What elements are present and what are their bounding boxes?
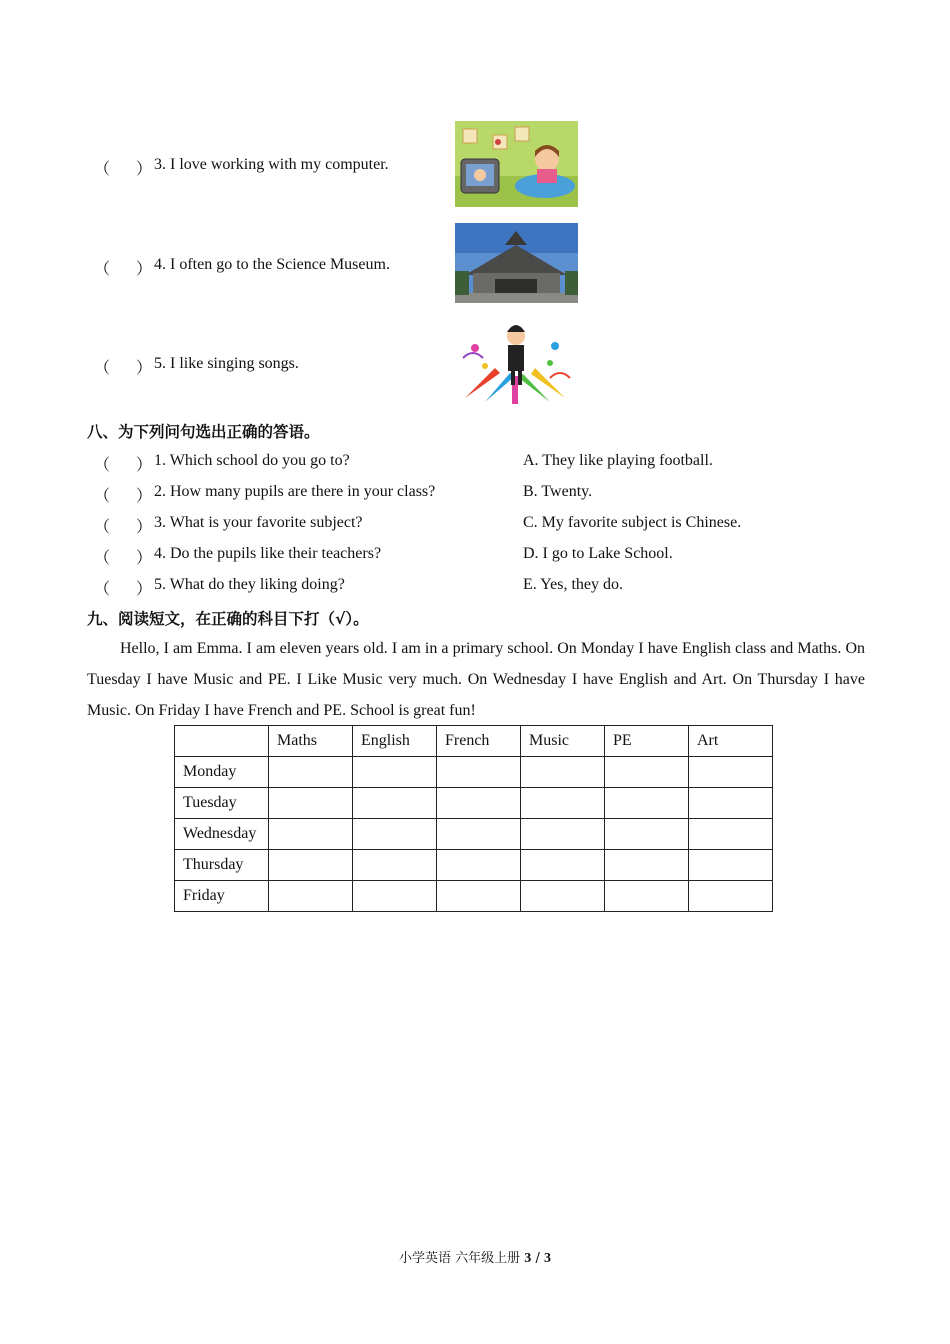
table-header-cell: Maths [269, 726, 353, 757]
table-header-cell [175, 726, 269, 757]
table-row [175, 757, 773, 788]
day-label: Thursday [175, 850, 269, 881]
answer-paren-close: ） [136, 161, 153, 178]
answer-paren-open: （ [94, 360, 111, 377]
check-cell[interactable] [521, 819, 605, 850]
check-cell[interactable] [605, 881, 689, 912]
check-cell[interactable] [521, 788, 605, 819]
answer-paren-close: ） [136, 261, 153, 278]
check-cell[interactable] [269, 788, 353, 819]
reading-passage [87, 633, 865, 726]
answer-option: B. Twenty. [523, 483, 593, 500]
answer-paren-open: （ [94, 581, 111, 598]
table-row [175, 881, 773, 912]
page-footer [0, 1247, 950, 1267]
table-header-cell: PE [605, 726, 689, 757]
check-cell[interactable] [689, 881, 773, 912]
child-computer-image [455, 121, 578, 207]
day-label: Tuesday [175, 788, 269, 819]
check-cell[interactable] [269, 819, 353, 850]
answer-paren-close: ） [136, 581, 153, 598]
answer-paren-open: （ [94, 261, 111, 278]
check-cell[interactable] [269, 850, 353, 881]
check-cell[interactable] [353, 757, 437, 788]
answer-paren-close: ） [136, 457, 153, 474]
check-cell[interactable] [605, 850, 689, 881]
passage-text: Hello, I am Emma. I am eleven years old. I am in a primary school. On Monday I have English class and Maths. On Tuesday I have Music and PE. I Like Music very much. On Wednesday I have English and Art. On Thursday I have Music. On Friday I have French and PE. School is great fun! [87, 640, 865, 719]
check-cell[interactable] [353, 788, 437, 819]
table-header-cell: English [353, 726, 437, 757]
answer-paren-close: ） [136, 488, 153, 505]
check-cell[interactable] [353, 819, 437, 850]
day-label: Monday [175, 757, 269, 788]
question-text: 4. Do the pupils like their teachers? [154, 545, 382, 562]
check-cell[interactable] [437, 788, 521, 819]
answer-paren-close: ） [136, 360, 153, 377]
answer-option: E. Yes, they do. [523, 576, 624, 593]
answer-paren-open: （ [94, 161, 111, 178]
answer-paren-open: （ [94, 457, 111, 474]
table-row [175, 850, 773, 881]
answer-paren-close: ） [136, 550, 153, 567]
table-header-row [175, 726, 773, 757]
table-row [175, 788, 773, 819]
page-separator: / [535, 1251, 540, 1266]
check-cell[interactable] [521, 850, 605, 881]
check-cell[interactable] [521, 757, 605, 788]
check-cell[interactable] [689, 850, 773, 881]
check-cell[interactable] [605, 757, 689, 788]
sentence-text: 3. I love working with my computer. [154, 156, 389, 173]
check-cell[interactable] [605, 819, 689, 850]
science-museum-image [455, 223, 578, 303]
sentence-text: 5. I like singing songs. [154, 355, 299, 372]
answer-option: D. I go to Lake School. [523, 545, 673, 562]
check-cell[interactable] [437, 850, 521, 881]
table-header-cell: Art [689, 726, 773, 757]
check-cell[interactable] [521, 881, 605, 912]
check-cell[interactable] [689, 788, 773, 819]
subject-table [174, 725, 773, 912]
answer-paren-open: （ [94, 488, 111, 505]
day-label: Friday [175, 881, 269, 912]
check-cell[interactable] [353, 850, 437, 881]
check-cell[interactable] [689, 757, 773, 788]
check-cell[interactable] [437, 757, 521, 788]
check-cell[interactable] [269, 881, 353, 912]
sentence-text: 4. I often go to the Science Museum. [154, 256, 390, 273]
answer-option: A. They like playing football. [523, 452, 713, 469]
section8-heading: 八、为下列问句选出正确的答语。 [87, 423, 320, 441]
table-header-cell: French [437, 726, 521, 757]
page-total: 3 [543, 1251, 551, 1266]
day-label: Wednesday [175, 819, 269, 850]
question-text: 3. What is your favorite subject? [154, 514, 363, 531]
check-cell[interactable] [437, 819, 521, 850]
check-cell[interactable] [353, 881, 437, 912]
table-row [175, 819, 773, 850]
question-text: 1. Which school do you go to? [154, 452, 350, 469]
answer-paren-open: （ [94, 550, 111, 567]
answer-paren-open: （ [94, 519, 111, 536]
singer-image [455, 318, 578, 404]
question-text: 2. How many pupils are there in your class? [154, 483, 436, 500]
page-number: 3 [524, 1251, 532, 1266]
answer-option: C. My favorite subject is Chinese. [523, 514, 742, 531]
check-cell[interactable] [689, 819, 773, 850]
check-cell[interactable] [269, 757, 353, 788]
table-header-cell: Music [521, 726, 605, 757]
footer-label: 小学英语 六年级上册 [399, 1251, 521, 1266]
check-cell[interactable] [605, 788, 689, 819]
answer-paren-close: ） [136, 519, 153, 536]
question-text: 5. What do they liking doing? [154, 576, 345, 593]
check-cell[interactable] [437, 881, 521, 912]
section9-heading: 九、阅读短文，在正确的科目下打（√）。 [87, 610, 369, 628]
